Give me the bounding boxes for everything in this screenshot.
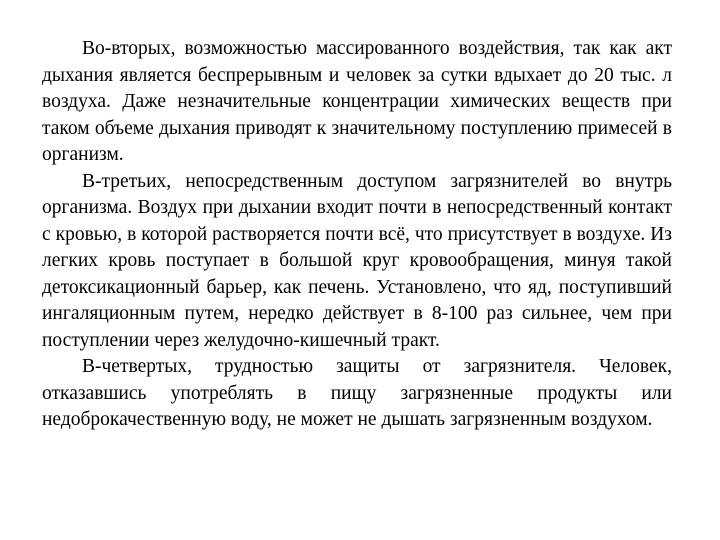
paragraph-third-reason: В-третьих, непосредственным доступом загрязнителей во внутрь организма. Воздух при дыхании входит почти в непосредственный контакт с кровью, в которой растворяется почти всё, что присутствует в воздухе. Из легких кровь поступает в большой круг кровообращения, минуя такой детоксикационный барьер, как печень. Установлено, что яд, поступивший ингаляционным путем, нередко действует в 8-100 раз сильнее, чем при поступлении через желудочно-кишечный тракт. bbox=[42, 170, 672, 351]
paragraph-fourth-reason: В-четвертых, трудностью защиты от загрязнителя. Человек, отказавшись употреблять в пищу загрязненные продукты или недоброкачественную воду, не может не дышать загрязненным воздухом. bbox=[42, 356, 672, 430]
paragraph-second-reason: Во-вторых, возможностью массированного воздействия, так как акт дыхания является беспрерывным и человек за сутки вдыхает до 20 тыс. л воздуха. Даже незначительные концентрации химических веществ при таком объеме дыхания приводят к значительному поступлению примесей в организм. bbox=[42, 38, 672, 165]
document-body bbox=[42, 36, 672, 434]
